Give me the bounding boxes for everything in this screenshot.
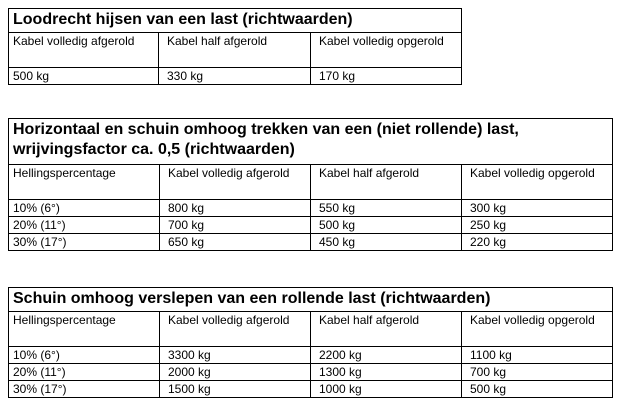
horizontal-pull-table [8, 118, 613, 251]
table-cell: 550 kg [311, 200, 462, 217]
table-cell: 500 kg [9, 68, 159, 85]
column-header: Kabel half afgerold [159, 33, 311, 68]
table-cell: 20% (11°) [9, 217, 160, 234]
column-header: Kabel volledig opgerold [462, 312, 613, 347]
table-cell: 2200 kg [311, 347, 462, 364]
table-row [9, 347, 613, 364]
table-cell: 1000 kg [311, 381, 462, 398]
table-cell: 220 kg [462, 234, 613, 251]
table-cell: 650 kg [160, 234, 311, 251]
table-cell: 10% (6°) [9, 200, 160, 217]
table-cell: 800 kg [160, 200, 311, 217]
table-cell: 2000 kg [160, 364, 311, 381]
column-header: Hellingspercentage [9, 312, 160, 347]
table-cell: 330 kg [159, 68, 311, 85]
table-row [9, 234, 613, 251]
table-cell: 1500 kg [160, 381, 311, 398]
table-title: Loodrecht hijsen van een last (richtwaarden) [9, 9, 462, 33]
table-cell: 700 kg [160, 217, 311, 234]
table-cell: 500 kg [311, 217, 462, 234]
table-header-row [9, 312, 613, 347]
column-header: Kabel volledig afgerold [9, 33, 159, 68]
column-header: Kabel volledig opgerold [311, 33, 462, 68]
table-cell: 170 kg [311, 68, 462, 85]
table-row [9, 217, 613, 234]
table-cell: 3300 kg [160, 347, 311, 364]
table-title: Schuin omhoog verslepen van een rollende last (richtwaarden) [9, 288, 613, 312]
table-cell: 250 kg [462, 217, 613, 234]
table-cell: 450 kg [311, 234, 462, 251]
table-row [9, 200, 613, 217]
table-cell: 1100 kg [462, 347, 613, 364]
table-row [9, 364, 613, 381]
column-header: Hellingspercentage [9, 165, 160, 200]
vertical-lift-table [8, 8, 462, 85]
column-header: Kabel volledig afgerold [160, 165, 311, 200]
column-header: Kabel half afgerold [311, 165, 462, 200]
rolling-load-table [8, 287, 613, 398]
table-header-row [9, 165, 613, 200]
table-cell: 500 kg [462, 381, 613, 398]
table-cell: 20% (11°) [9, 364, 160, 381]
column-header: Kabel volledig opgerold [462, 165, 613, 200]
column-header: Kabel half afgerold [311, 312, 462, 347]
table-title: Horizontaal en schuin omhoog trekken van een (niet rollende) last, wrijvingsfactor ca. 0,5 (richtwaarden) [9, 119, 613, 165]
table-row [9, 68, 462, 85]
table-row [9, 381, 613, 398]
column-header: Kabel volledig afgerold [160, 312, 311, 347]
table-cell: 30% (17°) [9, 234, 160, 251]
table-cell: 1300 kg [311, 364, 462, 381]
table-cell: 700 kg [462, 364, 613, 381]
table-header-row [9, 33, 462, 68]
table-cell: 30% (17°) [9, 381, 160, 398]
table-cell: 300 kg [462, 200, 613, 217]
table-cell: 10% (6°) [9, 347, 160, 364]
